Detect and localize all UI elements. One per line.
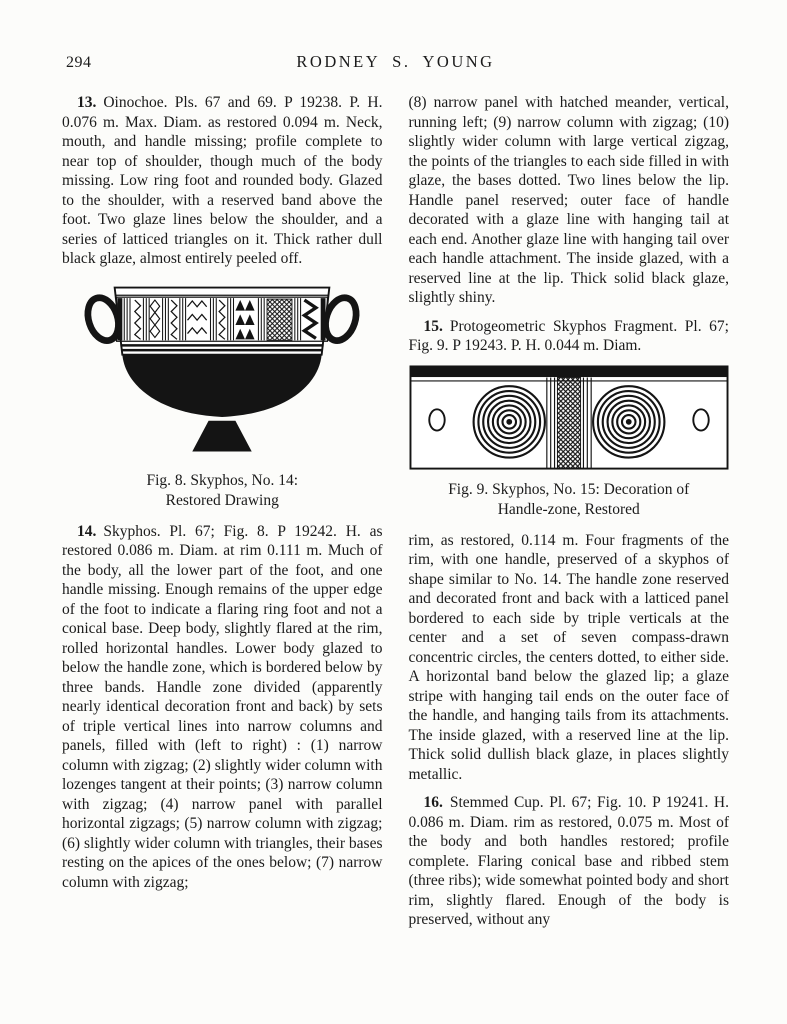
fig9-caption-line2: Handle-zone, Restored [497, 500, 640, 518]
figure-9 [409, 365, 730, 520]
entry-14-continuation: (8) narrow panel with hatched meander, vertical, running left; (9) narrow column with zigzag; (10) slightly wider column with large vertical zigzag, the points of the triangles to each side filled in with glaze, the bases dotted. Two lines below the lip. Handle panel reserved; outer face of handle decorated with a glaze line with hanging tail at each end. Another glaze line with hanging tail over each handle attachment. The inside glazed, with a reserved line at the lip. Thick solid black glaze, slightly shiny. [408, 94, 729, 306]
entry-13-number: 13. [77, 94, 97, 111]
entry-16-number: 16. [423, 794, 443, 811]
left-column [62, 93, 383, 939]
fig8-caption-line2: Restored Drawing [165, 491, 279, 509]
fig9-handle-zone-drawing [409, 365, 729, 471]
entry-14-paragraph [62, 522, 383, 893]
fig9-caption [409, 480, 730, 520]
figure-8 [62, 278, 383, 511]
entry-13-paragraph [62, 93, 383, 269]
fig8-skyphos-drawing [78, 278, 366, 462]
fig9-caption-line1: Fig. 9. Skyphos, No. 15: Decoration of [448, 480, 690, 498]
running-title: RODNEY S. YOUNG [296, 52, 495, 71]
entry-14-text: Skyphos. Pl. 67; Fig. 8. P 19242. H. as restored 0.086 m. Diam. at rim 0.111 m. Much of the body, all the lower part of the foot, and one handle missing. Enough remains of the upper edge of the foot to indicate a flaring ring foot and not a conical base. Deep body, slightly flared at the rim, rolled horizontal handles. Lower body glazed to below the handle zone, which is bordered below by three bands. Handle zone divided (apparently nearly identical decoration front and back) by sets of triple vertical lines into narrow columns and panels, filled with (left to right) : (1) narrow column with zigzag; (2) slightly wider column with lozenges tangent at their points; (3) narrow column with zigzag; (4) narrow panel with parallel horizontal zigzags; (5) narrow column with zigzag; (6) slightly wider column with triangles, their bases resting on the apices of the ones below; (7) narrow column with zigzag; [62, 522, 383, 891]
entry-13-text: Oinochoe. Pls. 67 and 69. P 19238. P. H. 0.076 m. Max. Diam. as restored 0.094 m. Neck, mouth, and handle missing; profile complete to near top of shoulder, though much of the body missing. Low ring foot and rounded body. Glazed to the shoulder, with a reserved band above the foot. Two glaze lines below the shoulder, and a series of latticed triangles on it. Thick rather dull black glaze, almost entirely peeled off. [62, 94, 383, 267]
entry-15-paragraph [409, 317, 730, 356]
fig8-caption-line1: Fig. 8. Skyphos, No. 14: [146, 471, 299, 489]
entry-14-number: 14. [77, 522, 97, 540]
entry-15-number: 15. [423, 317, 443, 335]
entry-15-continuation: rim, as restored, 0.114 m. Four fragments of the rim, with one handle, preserved of a skyphos of shape similar to No. 14. The handle zone reserved and decorated front and back with a latticed panel bordered to each side by triple verticals at the center and a set of seven compass-drawn concentric circles, the centers dotted, to either side. A horizontal band below the glazed lip; a glaze stripe with hanging tail ends on the outer face of the handle, and hanging tails from its attachments. The inside glazed, with a reserved line at the lip. Thick solid dullish black glaze, in places slightly metallic. [408, 531, 729, 783]
page-number: 294 [66, 54, 92, 71]
entry-16-paragraph [409, 793, 730, 930]
page-header [62, 52, 729, 76]
entry-15-text: Protogeometric Skyphos Fragment. Pl. 67; Fig. 9. P 19243. P. H. 0.044 m. Diam. [408, 317, 729, 354]
fig8-caption [62, 471, 383, 511]
two-column-body [62, 93, 729, 939]
entry-16-text: Stemmed Cup. Pl. 67; Fig. 10. P 19241. H. 0.086 m. Diam. rim as restored, 0.075 m. Most of the body and both handles restored; profile complete. Flaring conical base and ribbed stem (three ribs); wide somewhat pointed body and short rim, slightly flared. Enough of the body is preserved, without any [408, 794, 729, 928]
right-column [409, 93, 730, 939]
